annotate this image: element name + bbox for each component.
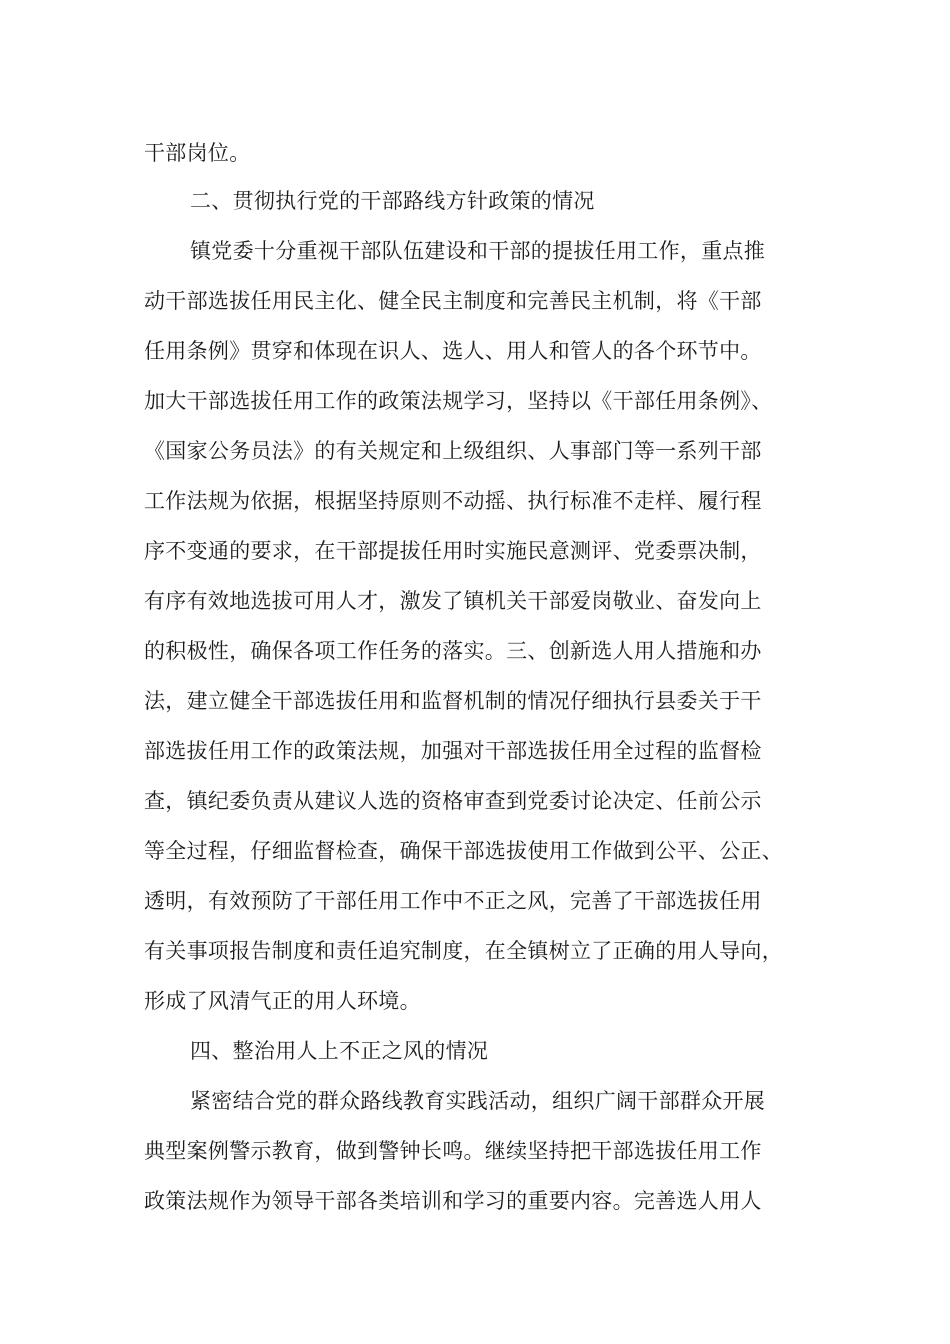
text-line-10: 有序有效地选拔可用人才，激发了镇机关干部爱岗敬业、奋发向上 xyxy=(144,589,762,613)
section-heading-2: 二、贯彻执行党的干部路线方针政策的情况 xyxy=(190,189,595,213)
text-line-12: 法，建立健全干部选拔任用和监督机制的情况仔细执行县委关于干 xyxy=(144,689,762,713)
text-line-3: 镇党委十分重视干部队伍建设和干部的提拔任用工作，重点推 xyxy=(190,239,766,263)
text-line-1: 干部岗位。 xyxy=(144,141,251,165)
text-line-16: 透明，有效预防了干部任用工作中不正之风，完善了干部选拔任用 xyxy=(144,889,762,913)
text-line-9: 序不变通的要求，在干部提拔任用时实施民意测评、党委票决制， xyxy=(144,539,762,563)
text-line-4: 动干部选拔任用民主化、健全民主制度和完善民主机制，将《干部 xyxy=(144,289,762,313)
text-line-11: 的积极性，确保各项工作任务的落实。三、创新选人用人措施和办 xyxy=(144,639,762,663)
text-line-5: 任用条例》贯穿和体现在识人、选人、用人和管人的各个环节中。 xyxy=(144,339,762,363)
text-line-17: 有关事项报告制度和责任追究制度，在全镇树立了正确的用人导向， xyxy=(144,939,783,963)
text-line-20: 紧密结合党的群众路线教育实践活动，组织广阔干部群众开展 xyxy=(190,1089,766,1113)
text-line-7: 《国家公务员法》的有关规定和上级组织、人事部门等一系列干部 xyxy=(144,439,762,463)
section-heading-4: 四、整治用人上不正之风的情况 xyxy=(190,1039,489,1063)
text-line-8: 工作法规为依据，根据坚持原则不动摇、执行标准不走样、履行程 xyxy=(144,489,762,513)
text-line-21: 典型案例警示教育，做到警钟长鸣。继续坚持把干部选拔任用工作 xyxy=(144,1139,762,1163)
text-line-14: 查，镇纪委负责从建议人选的资格审查到党委讨论决定、任前公示 xyxy=(144,789,762,813)
text-line-22: 政策法规作为领导干部各类培训和学习的重要内容。完善选人用人 xyxy=(144,1189,762,1213)
text-line-15: 等全过程，仔细监督检查，确保干部选拔使用工作做到公平、公正、 xyxy=(144,839,783,863)
text-line-13: 部选拔任用工作的政策法规，加强对干部选拔任用全过程的监督检 xyxy=(144,739,762,763)
text-line-18: 形成了风清气正的用人环境。 xyxy=(144,989,421,1013)
text-line-6: 加大干部选拔任用工作的政策法规学习，坚持以《干部任用条例》、 xyxy=(144,389,773,413)
